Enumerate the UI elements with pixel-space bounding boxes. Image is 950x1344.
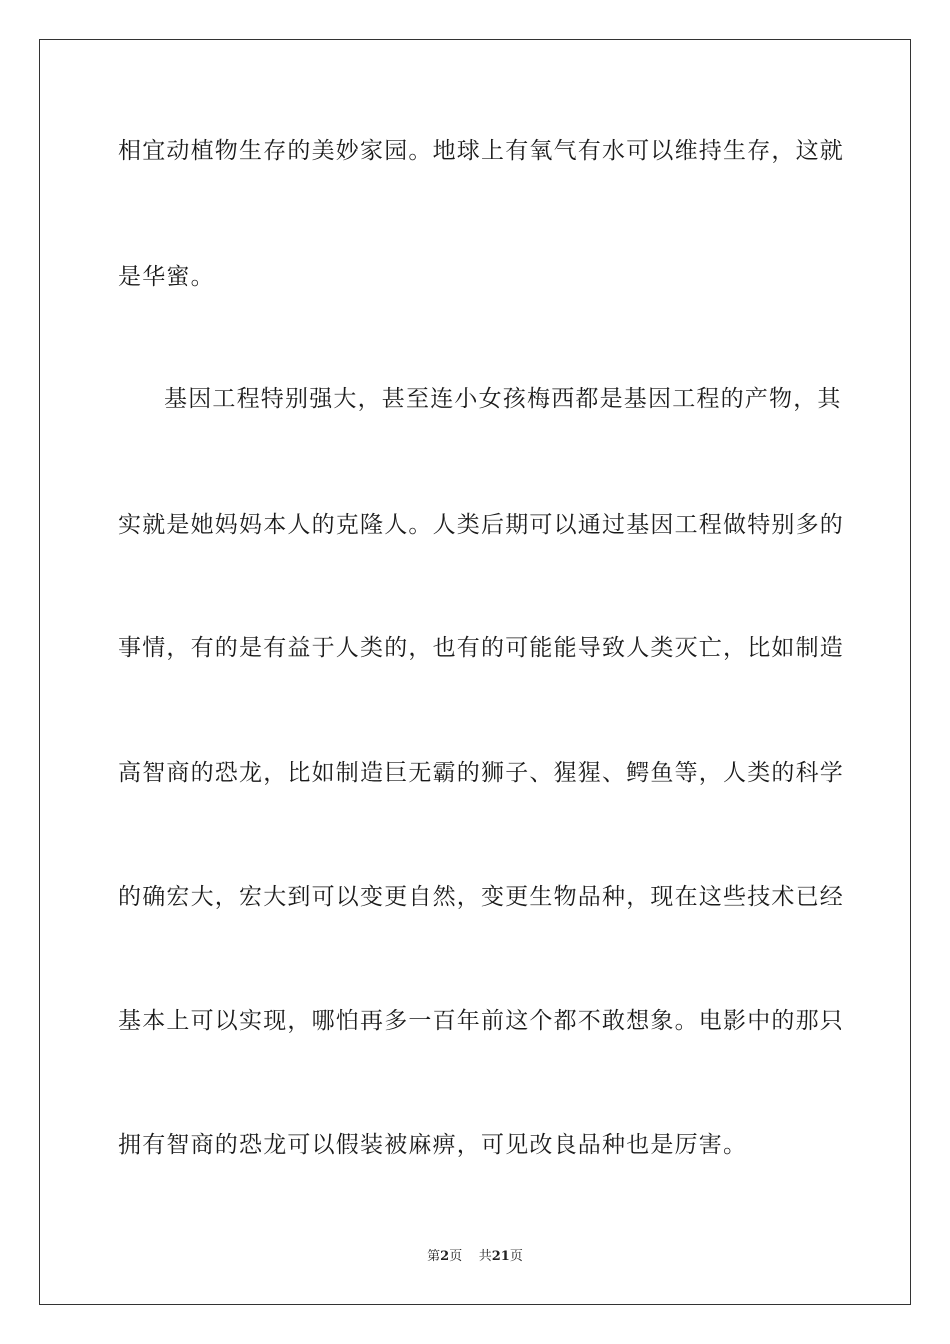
text-line: 的确宏大，宏大到可以变更自然，变更生物品种，现在这些技术已经 xyxy=(118,884,844,910)
text-line: 事情，有的是有益于人类的，也有的可能能导致人类灭亡，比如制造 xyxy=(118,635,844,661)
page-footer xyxy=(0,1249,950,1265)
text-line: 实就是她妈妈本人的克隆人。人类后期可以通过基因工程做特别多的 xyxy=(118,512,844,538)
text-line: 是华蜜。 xyxy=(118,264,215,290)
footer-total-pages: 21 xyxy=(491,1249,510,1264)
footer-total-prefix: 共 xyxy=(478,1249,492,1264)
text-line: 高智商的恐龙，比如制造巨无霸的狮子、猩猩、鳄鱼等，人类的科学 xyxy=(118,760,844,786)
paragraph-first-line: 基因工程特别强大，甚至连小女孩梅西都是基因工程的产物，其 xyxy=(164,386,842,412)
footer-page-number: 2 xyxy=(440,1249,450,1264)
text-line: 基本上可以实现，哪怕再多一百年前这个都不敢想象。电影中的那只 xyxy=(118,1008,844,1034)
text-line: 拥有智商的恐龙可以假装被麻痹，可见改良品种也是厉害。 xyxy=(118,1132,748,1158)
text-line: 相宜动植物生存的美妙家园。地球上有氧气有水可以维持生存，这就 xyxy=(118,138,844,164)
page-border xyxy=(39,39,911,1305)
footer-total-suffix: 页 xyxy=(509,1249,523,1264)
footer-page-suffix: 页 xyxy=(449,1249,463,1264)
footer-page-prefix: 第 xyxy=(427,1249,441,1264)
